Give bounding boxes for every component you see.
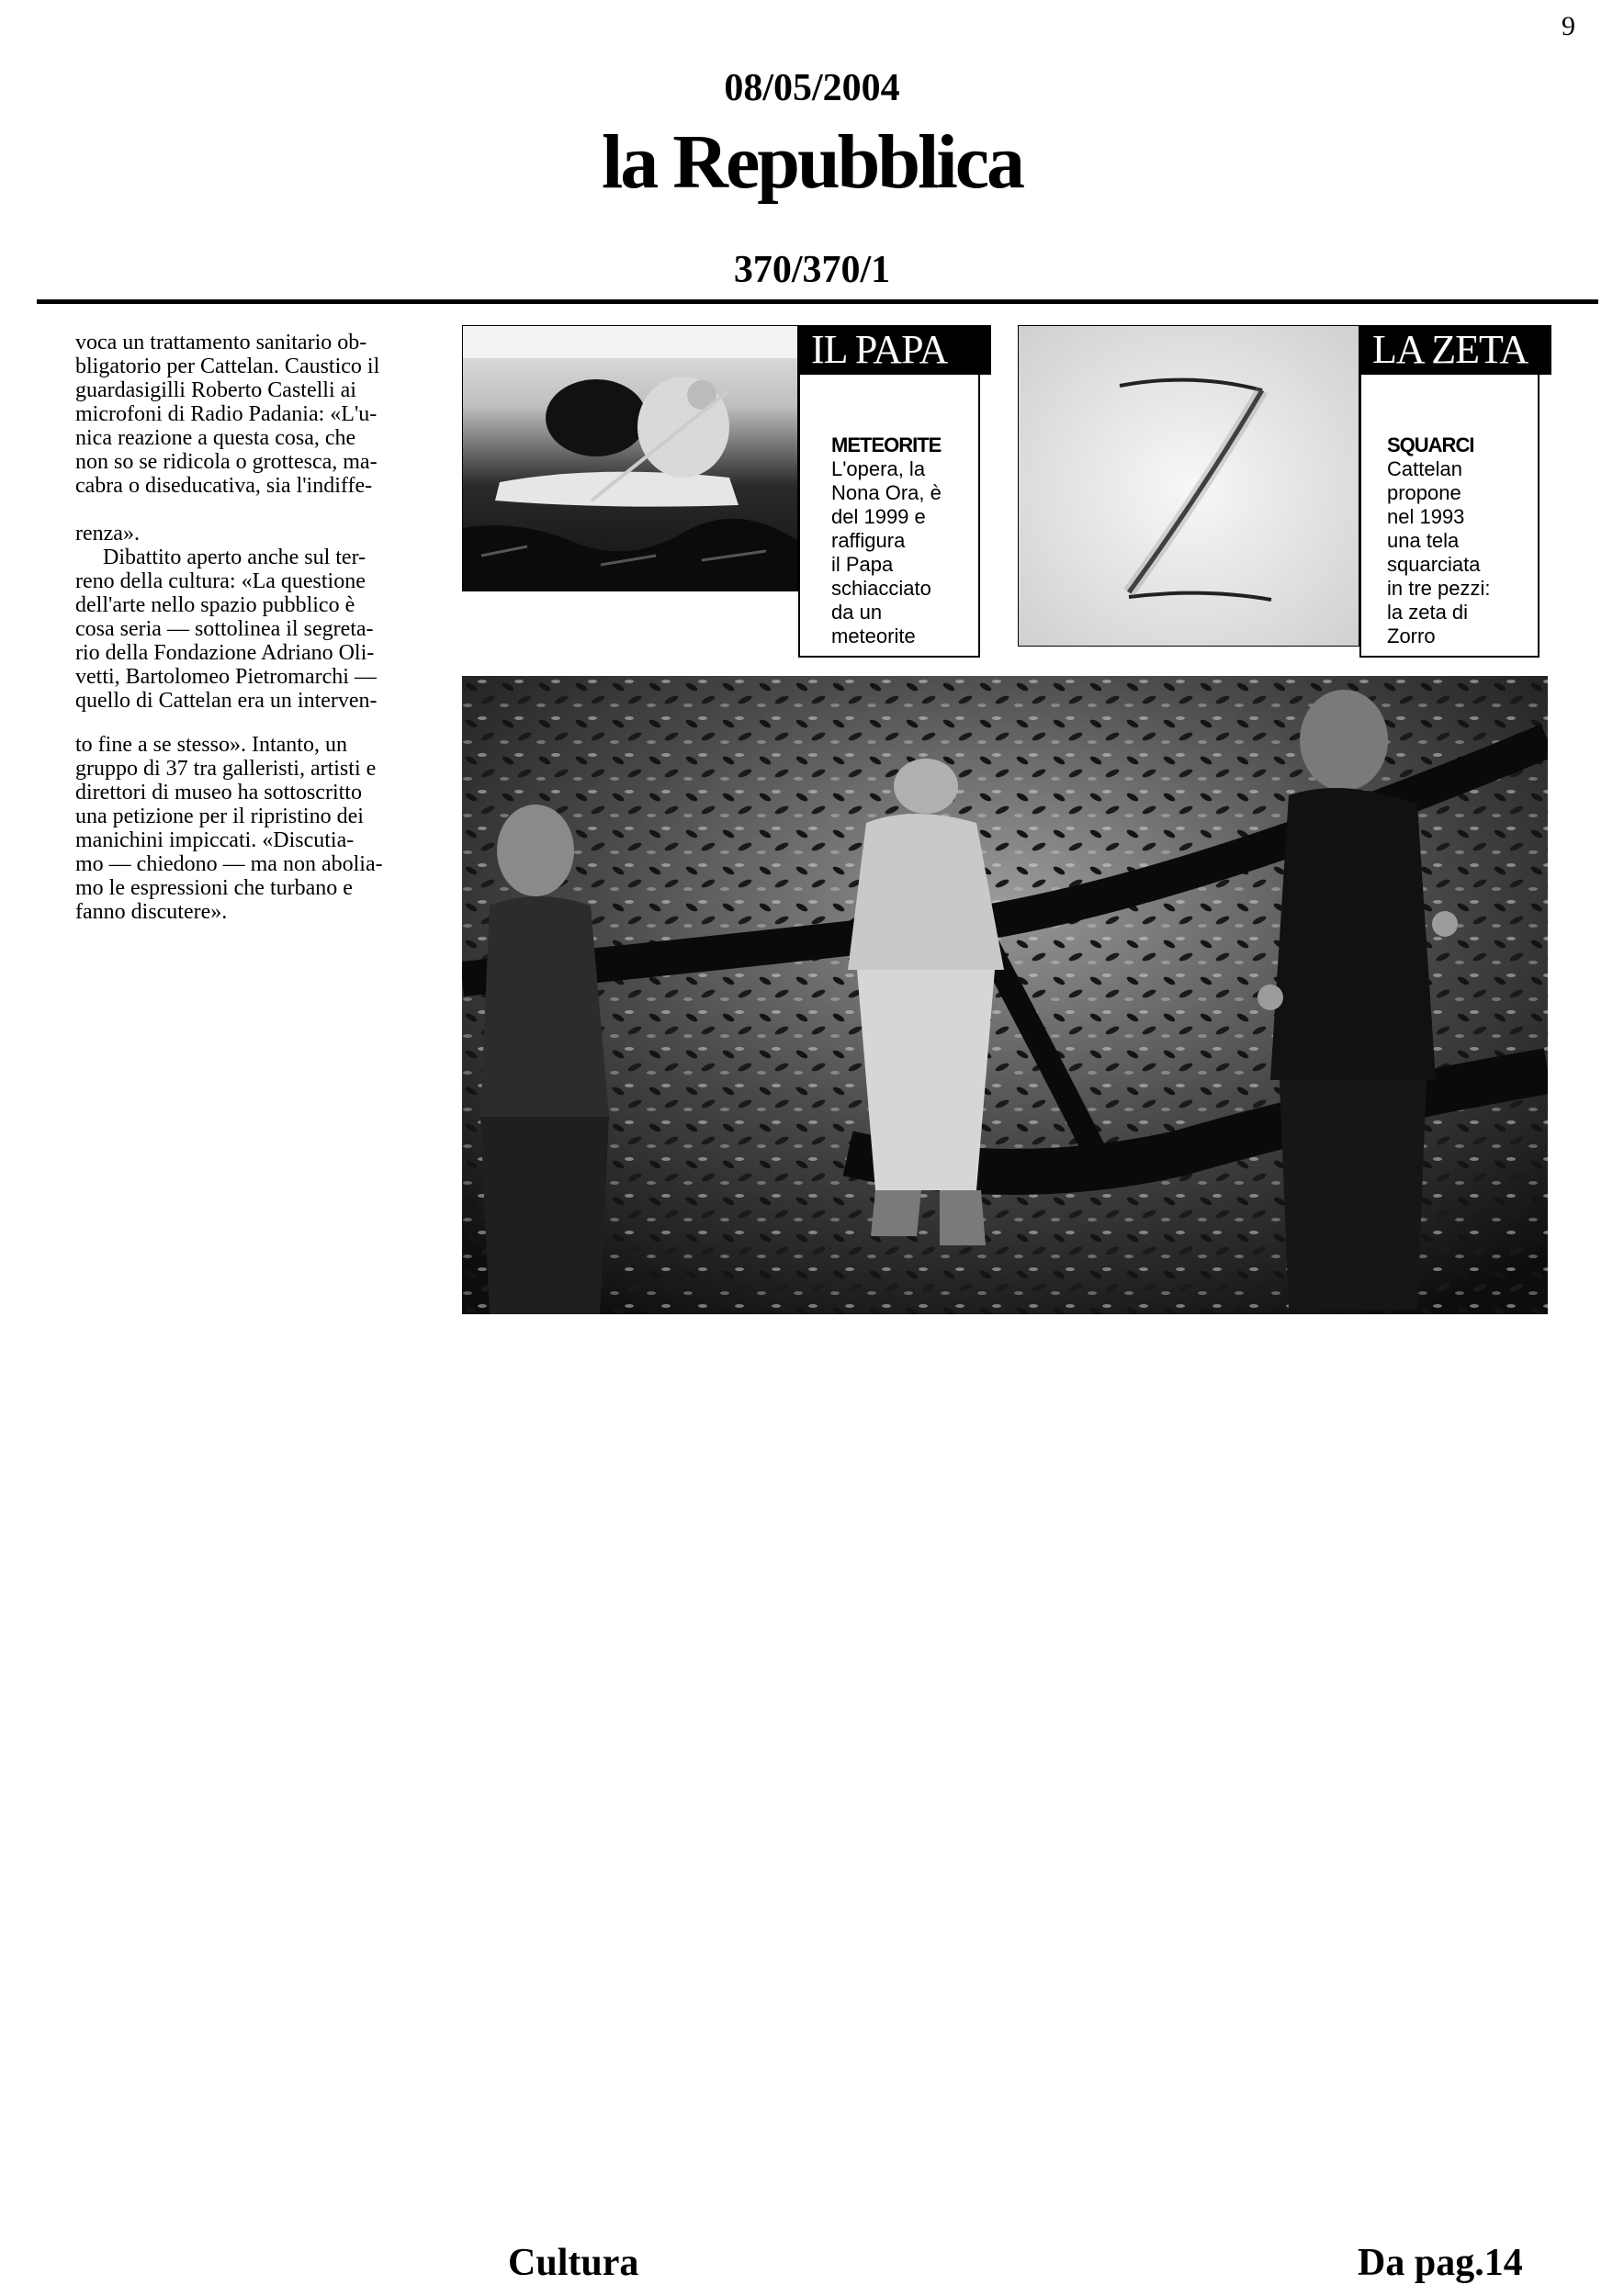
publication-date: 08/05/2004	[724, 67, 900, 109]
caption-line: propone	[1387, 481, 1461, 504]
article-line: mo — chiedono — ma non abolia-	[75, 852, 383, 876]
caption-line: una tela	[1387, 529, 1460, 552]
article-line: voca un trattamento sanitario ob-	[75, 331, 367, 355]
header-rule	[37, 299, 1598, 304]
caption-line: meteorite	[831, 625, 916, 647]
caption-head-meteorite: METEORITE	[831, 433, 942, 456]
article-line: manichini impiccati. «Discutia-	[75, 828, 355, 852]
caption-line: del 1999 e	[831, 505, 926, 528]
article-line: cosa seria — sottolinea il segreta-	[75, 617, 374, 641]
article-line: nica reazione a questa cosa, che	[75, 426, 356, 450]
caption-line: raffigura	[831, 529, 906, 552]
caption-line: nel 1993	[1387, 505, 1465, 528]
article-column	[75, 331, 420, 924]
article-line: to fine a se stesso». Intanto, un	[75, 733, 347, 757]
article-line: mo le espressioni che turbano e	[75, 876, 353, 900]
caption-line: Nona Ora, è	[831, 481, 942, 504]
article-line: non so se ridicola o grottesca, ma-	[75, 450, 378, 474]
caption-line: in tre pezzi:	[1387, 577, 1491, 600]
caption-zeta	[1359, 375, 1539, 658]
article-line: bligatorio per Cattelan. Caustico il	[75, 355, 380, 378]
photo-hanging-children	[462, 676, 1548, 1314]
caption-line: la zeta di	[1387, 601, 1469, 624]
article-line: Dibattito aperto anche sul ter-	[103, 546, 367, 569]
article-line: cabra o diseducativa, sia l'indiffe-	[75, 474, 373, 498]
caption-papa	[798, 375, 980, 658]
article-line: microfoni di Radio Padania: «L'u-	[75, 402, 378, 426]
article-line: rio della Fondazione Adriano Oli-	[75, 641, 375, 665]
caption-head-squarci: SQUARCI	[1387, 433, 1474, 456]
photo-nona-ora	[462, 325, 798, 591]
caption-line: schiacciato	[831, 577, 931, 600]
caption-line: Zorro	[1387, 625, 1436, 647]
caption-line: il Papa	[831, 553, 894, 576]
article-line: reno della cultura: «La questione	[75, 569, 366, 593]
caption-line: da un	[831, 601, 883, 624]
article-line: una petizione per il ripristino dei	[75, 805, 364, 828]
article-line: vetti, Bartolomeo Pietromarchi —	[75, 665, 377, 689]
caption-line: squarciata	[1387, 553, 1481, 576]
caption-line: L'opera, la	[831, 457, 926, 480]
article-line: quello di Cattelan era un interven-	[75, 689, 378, 713]
caption-line: Cattelan	[1387, 457, 1462, 480]
issue-code: 370/370/1	[733, 249, 891, 291]
article-line: fanno discutere».	[75, 900, 228, 924]
article-line: renza».	[75, 522, 140, 546]
article-line: gruppo di 37 tra galleristi, artisti e	[75, 757, 377, 781]
article-line: direttori di museo ha sottoscritto	[75, 781, 362, 805]
label-la-zeta: LA ZETA	[1359, 325, 1551, 375]
article-line: guardasigilli Roberto Castelli ai	[75, 378, 356, 402]
section-name: Cultura	[508, 2242, 639, 2284]
newspaper-masthead: la Repubblica	[601, 119, 1023, 205]
label-il-papa: IL PAPA	[798, 325, 991, 375]
page-number: 9	[1562, 11, 1575, 41]
article-line: dell'arte nello spazio pubblico è	[75, 593, 355, 617]
continued-from-page: Da pag.14	[1358, 2242, 1523, 2284]
photo-zeta-canvas	[1018, 325, 1359, 647]
